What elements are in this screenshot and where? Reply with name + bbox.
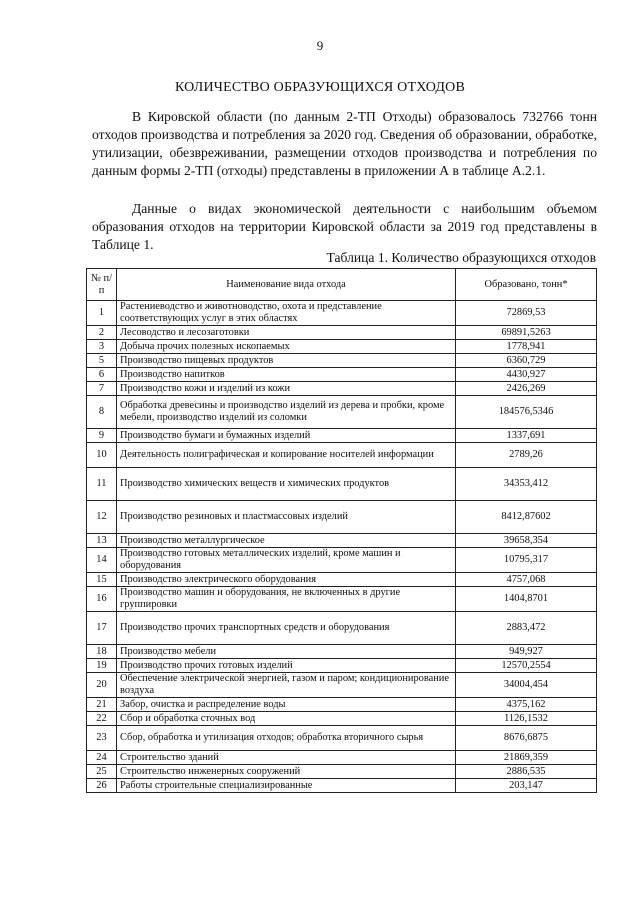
cell-num: 11 bbox=[87, 468, 117, 501]
cell-value: 69891,5263 bbox=[456, 326, 597, 340]
cell-value: 1778,941 bbox=[456, 340, 597, 354]
cell-num: 6 bbox=[87, 368, 117, 382]
cell-name: Производство готовых металлических изделий, кроме машин и оборудования bbox=[117, 548, 456, 573]
header-num: № п/п bbox=[87, 269, 117, 301]
table-row bbox=[87, 354, 597, 368]
cell-value: 6360,729 bbox=[456, 354, 597, 368]
table-row bbox=[87, 659, 597, 673]
cell-value: 2886,535 bbox=[456, 765, 597, 779]
cell-num: 17 bbox=[87, 612, 117, 645]
cell-value: 2883,472 bbox=[456, 612, 597, 645]
cell-num: 23 bbox=[87, 726, 117, 751]
cell-num: 18 bbox=[87, 645, 117, 659]
cell-name: Обработка древесины и производство изделий из дерева и пробки, кроме мебели, производство изделий из соломки bbox=[117, 396, 456, 429]
table-row bbox=[87, 396, 597, 429]
cell-num: 2 bbox=[87, 326, 117, 340]
cell-num: 9 bbox=[87, 429, 117, 443]
cell-num: 25 bbox=[87, 765, 117, 779]
cell-value: 4757,068 bbox=[456, 573, 597, 587]
header-name: Наименование вида отхода bbox=[117, 269, 456, 301]
cell-num: 21 bbox=[87, 698, 117, 712]
cell-name: Сбор и обработка сточных вод bbox=[117, 712, 456, 726]
table-row bbox=[87, 779, 597, 793]
cell-num: 10 bbox=[87, 443, 117, 468]
cell-num: 26 bbox=[87, 779, 117, 793]
table-row bbox=[87, 501, 597, 534]
cell-name: Производство прочих готовых изделий bbox=[117, 659, 456, 673]
cell-num: 1 bbox=[87, 301, 117, 326]
table-row bbox=[87, 429, 597, 443]
cell-num: 7 bbox=[87, 382, 117, 396]
cell-value: 72869,53 bbox=[456, 301, 597, 326]
table-row bbox=[87, 645, 597, 659]
cell-name: Производство резиновых и пластмассовых изделий bbox=[117, 501, 456, 534]
table-row bbox=[87, 468, 597, 501]
cell-name: Производство напитков bbox=[117, 368, 456, 382]
cell-num: 20 bbox=[87, 673, 117, 698]
cell-name: Производство бумаги и бумажных изделий bbox=[117, 429, 456, 443]
cell-name: Производство металлургическое bbox=[117, 534, 456, 548]
cell-name: Производство кожи и изделий из кожи bbox=[117, 382, 456, 396]
table-row bbox=[87, 726, 597, 751]
cell-name: Деятельность полиграфическая и копирование носителей информации bbox=[117, 443, 456, 468]
cell-value: 4375,162 bbox=[456, 698, 597, 712]
table-row bbox=[87, 751, 597, 765]
cell-num: 5 bbox=[87, 354, 117, 368]
cell-value: 8412,87602 bbox=[456, 501, 597, 534]
cell-name: Производство электрического оборудования bbox=[117, 573, 456, 587]
cell-name: Забор, очистка и распределение воды bbox=[117, 698, 456, 712]
table-row bbox=[87, 673, 597, 698]
cell-num: 16 bbox=[87, 587, 117, 612]
cell-value: 949,927 bbox=[456, 645, 597, 659]
cell-value: 10795,317 bbox=[456, 548, 597, 573]
cell-name: Обеспечение электрической энергией, газом и паром; кондиционирование воздуха bbox=[117, 673, 456, 698]
cell-value: 39658,354 bbox=[456, 534, 597, 548]
cell-value: 34004,454 bbox=[456, 673, 597, 698]
cell-name: Производство химических веществ и химических продуктов bbox=[117, 468, 456, 501]
page-number: 9 bbox=[316, 38, 324, 53]
table-row bbox=[87, 548, 597, 573]
table-row bbox=[87, 340, 597, 354]
table-row bbox=[87, 587, 597, 612]
cell-value: 2426,269 bbox=[456, 382, 597, 396]
waste-table bbox=[86, 268, 597, 793]
cell-num: 22 bbox=[87, 712, 117, 726]
table-body bbox=[87, 301, 597, 793]
cell-num: 24 bbox=[87, 751, 117, 765]
cell-num: 19 bbox=[87, 659, 117, 673]
section-title: КОЛИЧЕСТВО ОБРАЗУЮЩИХСЯ ОТХОДОВ bbox=[174, 80, 466, 95]
cell-value: 4430,927 bbox=[456, 368, 597, 382]
cell-value: 12570,2554 bbox=[456, 659, 597, 673]
paragraph-table-reference: Данные о видах экономической деятельности с наибольшим объемом образования отходов на территории Кировской области за 2019 год представлены в Таблице 1. bbox=[92, 201, 597, 252]
cell-name: Производство пищевых продуктов bbox=[117, 354, 456, 368]
cell-value: 21869,359 bbox=[456, 751, 597, 765]
table-row bbox=[87, 712, 597, 726]
cell-value: 184576,5346 bbox=[456, 396, 597, 429]
table-row bbox=[87, 443, 597, 468]
cell-name: Работы строительные специализированные bbox=[117, 779, 456, 793]
header-value: Образовано, тонн* bbox=[456, 269, 597, 301]
table-row bbox=[87, 698, 597, 712]
table-caption: Таблица 1. Количество образующихся отходов bbox=[326, 250, 596, 265]
cell-name: Строительство инженерных сооружений bbox=[117, 765, 456, 779]
cell-num: 15 bbox=[87, 573, 117, 587]
cell-name: Строительство зданий bbox=[117, 751, 456, 765]
cell-num: 8 bbox=[87, 396, 117, 429]
cell-name: Растениеводство и животноводство, охота и представление соответствующих услуг в этих областях bbox=[117, 301, 456, 326]
table-row bbox=[87, 765, 597, 779]
cell-num: 12 bbox=[87, 501, 117, 534]
table-row bbox=[87, 612, 597, 645]
cell-value: 203,147 bbox=[456, 779, 597, 793]
paragraph-intro: В Кировской области (по данным 2-ТП Отходы) образовалось 732766 тонн отходов производства и потребления за 2020 год. Сведения об образовании, обработке, утилизации, обезвреживании, размещении отходов производства и потребления по данным формы 2-ТП (отходы) представлены в приложении А в таблице А.2.1. bbox=[92, 109, 597, 178]
cell-name: Лесоводство и лесозаготовки bbox=[117, 326, 456, 340]
cell-value: 1126,1532 bbox=[456, 712, 597, 726]
cell-name: Добыча прочих полезных ископаемых bbox=[117, 340, 456, 354]
cell-num: 14 bbox=[87, 548, 117, 573]
cell-value: 1337,691 bbox=[456, 429, 597, 443]
cell-value: 8676,6875 bbox=[456, 726, 597, 751]
table-row bbox=[87, 534, 597, 548]
table-row bbox=[87, 573, 597, 587]
cell-num: 13 bbox=[87, 534, 117, 548]
cell-name: Производство машин и оборудования, не включенных в другие группировки bbox=[117, 587, 456, 612]
table-row bbox=[87, 301, 597, 326]
cell-value: 2789,26 bbox=[456, 443, 597, 468]
cell-value: 1404,8701 bbox=[456, 587, 597, 612]
table-row bbox=[87, 382, 597, 396]
cell-name: Производство прочих транспортных средств и оборудования bbox=[117, 612, 456, 645]
cell-name: Сбор, обработка и утилизация отходов; обработка вторичного сырья bbox=[117, 726, 456, 751]
cell-name: Производство мебели bbox=[117, 645, 456, 659]
cell-num: 3 bbox=[87, 340, 117, 354]
table-row bbox=[87, 368, 597, 382]
table-header-row bbox=[87, 269, 597, 301]
table-row bbox=[87, 326, 597, 340]
cell-value: 34353,412 bbox=[456, 468, 597, 501]
